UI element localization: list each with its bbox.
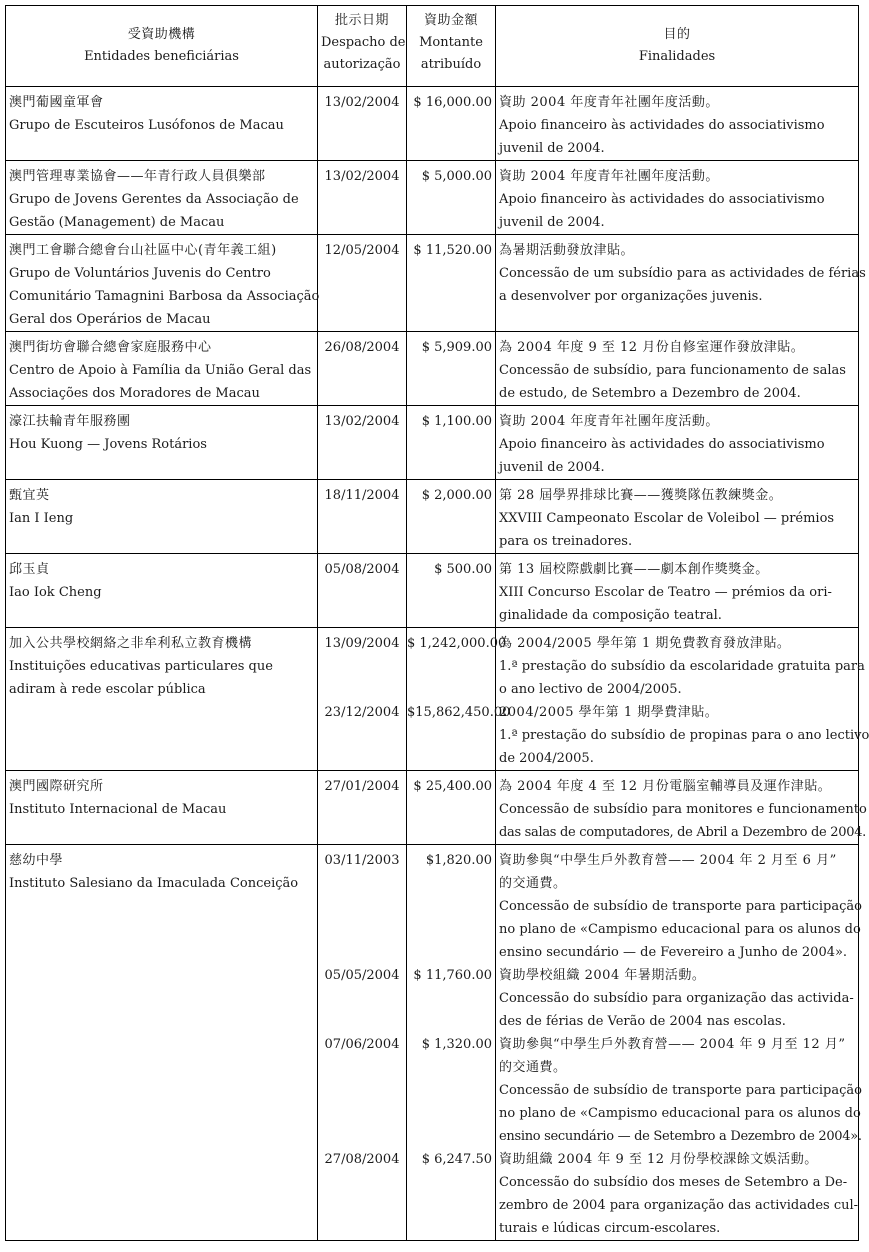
purpose-pt: para os treinadores. <box>499 534 633 549</box>
purpose-cell <box>496 480 859 554</box>
date-cell: 13/02/2004 <box>318 406 407 480</box>
entity-cell <box>6 845 318 1241</box>
purpose-zh: 的交通費。 <box>499 876 567 891</box>
entity-zh: 澳門葡國童軍會 <box>9 95 104 110</box>
purpose-zh: 為 2004/2005 學年第 1 期免費教育發放津貼。 <box>499 636 791 651</box>
purpose-pt: XXVIII Campeonato Escolar de Voleibol — prémios <box>499 511 835 526</box>
purpose-zh: 的交通費。 <box>499 1060 567 1075</box>
header-entity-zh: 受資助機構 <box>127 27 196 42</box>
purpose-pt: de estudo, de Setembro a Dezembro de 2004. <box>499 386 801 401</box>
date-cell <box>318 628 407 771</box>
purpose-pt: ensino secundário — de Setembro a Dezembro de 2004». <box>499 1129 862 1144</box>
amount-value: $ 6,247.50 <box>421 1152 492 1167</box>
amount-value: $15,862,450.00 <box>407 705 511 720</box>
purpose-pt: zembro de 2004 para organização das actividades cul- <box>499 1198 859 1213</box>
amount-value: $ 1,320.00 <box>421 1037 492 1052</box>
purpose-pt: 1.ª prestação do subsídio da escolaridade gratuita para <box>499 659 865 674</box>
purpose-cell <box>496 845 862 1241</box>
purpose-pt: turais e lúdicas circum-escolares. <box>499 1221 721 1236</box>
header-date <box>318 6 407 87</box>
entity-zh: 慈幼中學 <box>9 853 64 868</box>
purpose-zh: 第 28 屆學界排球比賽——獲獎隊伍教練獎金。 <box>499 488 783 503</box>
header-date-zh: 批示日期 <box>334 13 389 28</box>
date-cell: 13/02/2004 <box>318 161 407 235</box>
entity-zh: 邱玉貞 <box>9 562 50 577</box>
amount-cell: $ 500.00 <box>407 554 496 628</box>
entity-pt: Iao Iok Cheng <box>9 585 102 600</box>
entity-zh: 澳門國際研究所 <box>9 779 104 794</box>
amount-value: $ 1,242,000.00 <box>407 636 507 651</box>
date-cell: 05/08/2004 <box>318 554 407 628</box>
entity-cell <box>6 771 318 845</box>
purpose-pt: Concessão de subsídio de transporte para participação <box>499 1083 862 1098</box>
purpose-pt: das salas de computadores, de Abril a Dezembro de 2004. <box>499 825 867 840</box>
date-value: 03/11/2003 <box>324 853 400 868</box>
date-value: 05/05/2004 <box>324 968 400 983</box>
header-purpose-pt: Finalidades <box>638 49 716 64</box>
purpose-pt: ensino secundário — de Fevereiro a Junho de 2004». <box>499 945 848 960</box>
amount-cell <box>407 628 511 771</box>
purpose-cell <box>496 87 859 161</box>
purpose-zh: 為 2004 年度 9 至 12 月份自修室運作發放津貼。 <box>499 340 805 355</box>
purpose-pt: Concessão de subsídio de transporte para participação <box>499 899 862 914</box>
entity-zh: 澳門街坊會聯合總會家庭服務中心 <box>9 340 212 355</box>
purpose-zh: 資助組織 2004 年 9 至 12 月份學校課餘文娛活動。 <box>499 1152 818 1167</box>
purpose-pt: Concessão de subsídio para monitores e funcionamento <box>499 802 867 817</box>
table-row <box>6 771 859 845</box>
header-amount-pt2: atribuído <box>420 57 482 72</box>
entity-zh: 澳門管理專業協會——年青行政人員俱樂部 <box>9 169 266 184</box>
header-entity <box>6 6 318 87</box>
entity-cell <box>6 554 318 628</box>
purpose-pt: Apoio financeiro às actividades do associativismo <box>499 118 825 133</box>
amount-cell: $ 1,100.00 <box>407 406 496 480</box>
header-amount-pt1: Montante <box>419 35 483 50</box>
entity-pt: Associações dos Moradores de Macau <box>9 386 260 401</box>
table-row <box>6 554 859 628</box>
entity-zh: 甄宜英 <box>9 488 50 503</box>
header-date-pt1: Despacho de <box>321 35 406 50</box>
entity-pt: Hou Kuong — Jovens Rotários <box>9 437 207 452</box>
entity-cell <box>6 161 318 235</box>
entity-pt: Grupo de Escuteiros Lusófonos de Macau <box>9 118 284 133</box>
purpose-cell <box>496 406 859 480</box>
purpose-pt: a desenvolver por organizações juvenis. <box>499 289 763 304</box>
entity-pt: Instituto Salesiano da Imaculada Conceição <box>9 876 299 891</box>
purpose-zh: 資助參與“中學生戶外教育營—— 2004 年 9 月至 12 月” <box>499 1037 846 1052</box>
purpose-cell <box>496 161 859 235</box>
entity-pt: Grupo de Jovens Gerentes da Associação de <box>9 192 299 207</box>
date-cell: 13/02/2004 <box>318 87 407 161</box>
purpose-pt: juvenil de 2004. <box>499 215 605 230</box>
purpose-pt: Apoio financeiro às actividades do associativismo <box>499 437 825 452</box>
header-entity-pt: Entidades beneficiárias <box>84 49 239 64</box>
purpose-zh: 資助 2004 年度青年社團年度活動。 <box>499 95 719 110</box>
purpose-pt: o ano lectivo de 2004/2005. <box>499 682 682 697</box>
purpose-zh: 第 13 屆校際戲劇比賽——劇本創作獎獎金。 <box>499 562 769 577</box>
purpose-cell <box>496 554 859 628</box>
amount-cell: $ 5,000.00 <box>407 161 496 235</box>
header-purpose-zh: 目的 <box>663 27 691 42</box>
entity-pt: Ian I Ieng <box>9 511 74 526</box>
table-row <box>6 628 859 771</box>
date-cell <box>318 845 407 1241</box>
header-amount-zh: 資助金額 <box>423 13 478 28</box>
entity-pt: Instituições educativas particulares que <box>9 659 273 674</box>
header-date-pt2: autorização <box>323 57 401 72</box>
entity-cell <box>6 480 318 554</box>
purpose-zh: 2004/2005 學年第 1 期學費津貼。 <box>499 705 719 720</box>
entity-pt: Centro de Apoio à Família da União Geral das <box>9 363 312 378</box>
purpose-pt: XIII Concurso Escolar de Teatro — prémios da ori- <box>499 585 832 600</box>
purpose-zh: 資助學校組織 2004 年暑期活動。 <box>499 968 706 983</box>
entity-zh: 澳門工會聯合總會台山社區中心(青年義工組) <box>9 243 277 258</box>
date-cell: 26/08/2004 <box>318 332 407 406</box>
entity-cell <box>6 406 318 480</box>
date-value: 23/12/2004 <box>324 705 400 720</box>
purpose-pt: no plano de «Campismo educacional para os alunos do <box>499 1106 861 1121</box>
purpose-pt: des de férias de Verão de 2004 nas escolas. <box>499 1014 786 1029</box>
entity-zh: 濠江扶輪青年服務團 <box>9 414 131 429</box>
entity-cell <box>6 235 318 332</box>
table-row <box>6 161 859 235</box>
purpose-zh: 資助 2004 年度青年社團年度活動。 <box>499 414 719 429</box>
table-row <box>6 406 859 480</box>
date-value: 07/06/2004 <box>324 1037 400 1052</box>
purpose-zh: 資助 2004 年度青年社團年度活動。 <box>499 169 719 184</box>
entity-pt: adiram à rede escolar pública <box>9 682 206 697</box>
purpose-pt: juvenil de 2004. <box>499 460 605 475</box>
purpose-pt: Concessão de um subsídio para as actividades de férias <box>499 266 866 281</box>
entity-zh: 加入公共學校網絡之非牟利私立教育機構 <box>9 636 253 651</box>
amount-cell <box>407 845 496 1241</box>
date-value: 13/09/2004 <box>324 636 400 651</box>
purpose-pt: Concessão do subsídio para organização das activida- <box>499 991 854 1006</box>
purpose-pt: Concessão do subsídio dos meses de Setembro a De- <box>499 1175 848 1190</box>
purpose-zh: 為 2004 年度 4 至 12 月份電腦室輔導員及運作津貼。 <box>499 779 832 794</box>
date-value: 27/08/2004 <box>324 1152 400 1167</box>
entity-cell <box>6 628 318 771</box>
purpose-zh: 資助參與“中學生戶外教育營—— 2004 年 2 月至 6 月” <box>499 853 837 868</box>
header-amount <box>407 6 496 87</box>
table-row <box>6 87 859 161</box>
purpose-cell <box>496 332 859 406</box>
header-purpose <box>496 6 859 87</box>
purpose-pt: ginalidade da composição teatral. <box>499 608 722 623</box>
purpose-cell <box>496 235 866 332</box>
amount-value: $1,820.00 <box>425 853 492 868</box>
date-cell: 18/11/2004 <box>318 480 407 554</box>
table-row <box>6 235 859 332</box>
purpose-pt: de 2004/2005. <box>499 751 594 766</box>
purpose-pt: no plano de «Campismo educacional para os alunos do <box>499 922 861 937</box>
purpose-pt: Concessão de subsídio, para funcionamento de salas <box>499 363 846 378</box>
purpose-cell <box>496 628 869 771</box>
table-header-row <box>6 6 859 87</box>
purpose-cell <box>496 771 867 845</box>
table-row <box>6 845 859 1241</box>
purpose-pt: Apoio financeiro às actividades do associativismo <box>499 192 825 207</box>
entity-pt: Grupo de Voluntários Juvenis do Centro <box>9 266 271 281</box>
purpose-pt: juvenil de 2004. <box>499 141 605 156</box>
entity-pt: Gestão (Management) de Macau <box>9 215 225 230</box>
subsidy-table <box>5 5 869 1241</box>
amount-value: $ 11,760.00 <box>413 968 492 983</box>
date-cell: 27/01/2004 <box>318 771 407 845</box>
table-row <box>6 480 859 554</box>
entity-cell <box>6 332 318 406</box>
entity-pt: Geral dos Operários de Macau <box>9 312 211 327</box>
entity-pt: Instituto Internacional de Macau <box>9 802 227 817</box>
date-cell: 12/05/2004 <box>318 235 407 332</box>
entity-cell <box>6 87 318 161</box>
table-row <box>6 332 859 406</box>
amount-cell: $ 2,000.00 <box>407 480 496 554</box>
amount-cell: $ 11,520.00 <box>407 235 496 332</box>
amount-cell: $ 5,909.00 <box>407 332 496 406</box>
amount-cell: $ 16,000.00 <box>407 87 496 161</box>
amount-cell: $ 25,400.00 <box>407 771 496 845</box>
entity-pt: Comunitário Tamagnini Barbosa da Associação <box>9 289 320 304</box>
purpose-pt: 1.ª prestação do subsídio de propinas para o ano lectivo <box>499 728 869 743</box>
purpose-zh: 為暑期活動發放津貼。 <box>499 243 635 258</box>
